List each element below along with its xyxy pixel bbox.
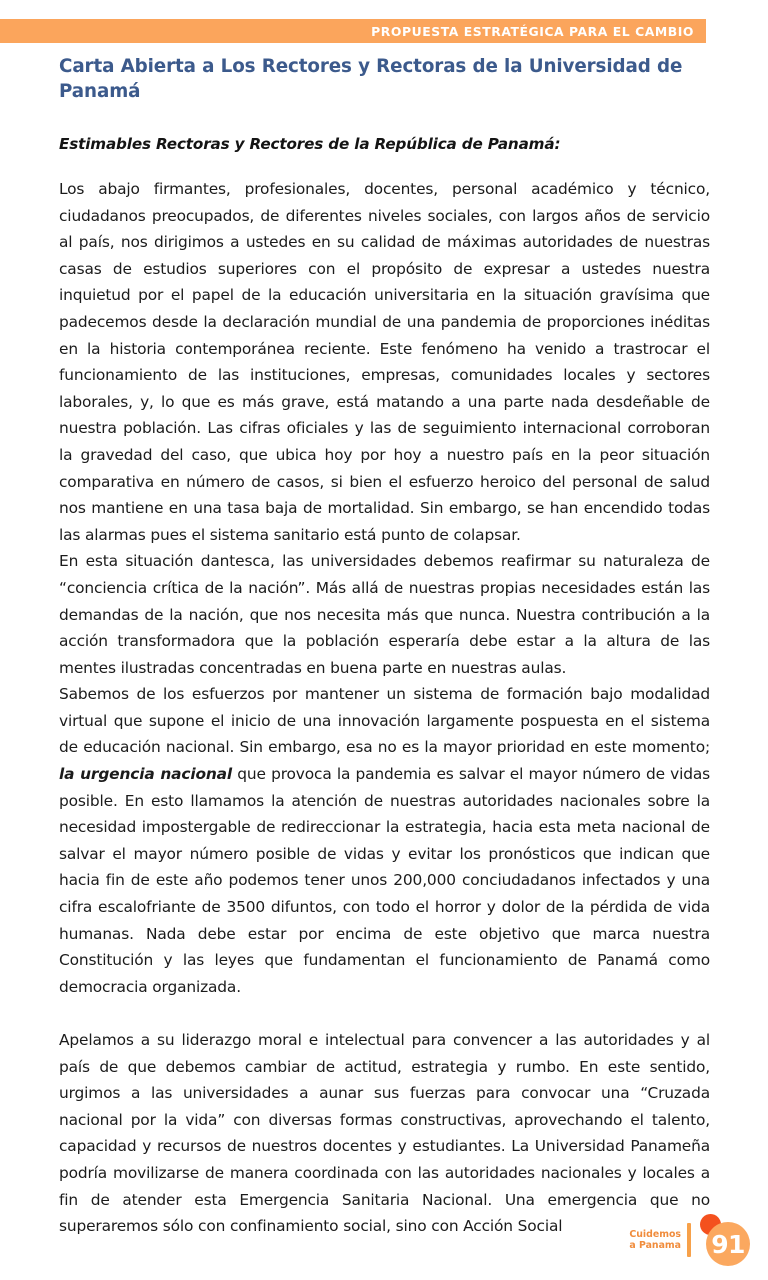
footer-brand-line-2: a Panama: [629, 1240, 681, 1251]
paragraph-3-lead: Sabemos de los esfuerzos por mantener un sistema de formación bajo modalidad virtual que supone el inicio de una innovación largamente pospuesta en el sistema de educación nacional. Sin embargo, esa no es la mayor prioridad en este momento;: [59, 685, 710, 757]
paragraph-3-tail: que provoca la pandemia es salvar el mayor número de vidas posible. En esto llamamos la atención de nuestras autoridades nacionales sobre la necesidad impostergable de redireccionar la estrategia, hacia esta meta nacional de salvar el mayor número posible de vidas y evitar los pronósticos que indican que hacia fin de este año podemos tener unos 200,000 conciudadanos infectados y una cifra escalofriante de 3500 difuntos, con todo el horror y dolor de la pérdida de vida humanas. Nada debe estar por encima de este objetivo que marca nuestra Constitución y las leyes que fundamentan el funcionamiento de Panamá como democracia organizada.: [59, 765, 711, 996]
header-banner-title: PROPUESTA ESTRATÉGICA PARA EL CAMBIO: [371, 23, 694, 39]
page-title: Carta Abierta a Los Rectores y Rectoras de la Universidad de Panamá: [59, 56, 683, 102]
paragraph-2: En esta situación dantesca, las universidades debemos reafirmar su naturaleza de “conciencia crítica de la nación”. Más allá de nuestras propias necesidades están las demandas de la nación, que nos necesita más que nunca. Nuestra contribución a la acción transformadora que la población esperaría debe estar a la altura de las mentes ilustradas concentradas en buena parte en nuestras aulas.: [59, 552, 710, 677]
body-text: [59, 176, 710, 1240]
header-banner: [0, 19, 706, 43]
badge-circle: [706, 1222, 750, 1266]
page-number-badge: [698, 1214, 750, 1266]
footer-brand-line-1: Cuidemos: [629, 1228, 681, 1240]
paragraph-3-emphasis: la urgencia nacional: [59, 765, 233, 784]
paragraph-3: [59, 681, 710, 1000]
footer-divider: [687, 1223, 691, 1257]
paragraph-4: Apelamos a su liderazgo moral e intelectual para convencer a las autoridades y al país de que debemos cambiar de actitud, estrategia y rumbo. En este sentido, urgimos a las universidades a aunar sus fuerzas para convocar una “Cruzada nacional por la vida” con diversas formas constructivas, aprovechando el talento, capacidad y recursos de nuestros docentes y estudiantes. La Universidad Panameña podría movilizarse de manera coordinada con las autoridades nacionales y locales a fin de atender esta Emergencia Sanitaria Nacional. Una emergencia que no superaremos sólo con confinamiento social, sino con Acción Social: [59, 1031, 710, 1236]
salutation: Estimables Rectoras y Rectores de la República de Panamá:: [59, 135, 561, 153]
page-content: [59, 54, 710, 1240]
page-number: 91: [711, 1229, 745, 1259]
footer-brand-logo: [629, 1229, 681, 1252]
page-footer: [629, 1213, 750, 1267]
paragraph-1: Los abajo firmantes, profesionales, docentes, personal académico y técnico, ciudadanos preocupados, de diferentes niveles sociales, con largos años de servicio al país, nos dirigimos a ustedes en su calidad de máximas autoridades de nuestras casas de estudios superiores con el propósito de expresar a ustedes nuestra inquietud por el papel de la educación universitaria en la situación gravísima que padecemos desde la declaración mundial de una pandemia de proporciones inéditas en la historia contemporánea reciente. Este fenómeno ha venido a trastrocar el funcionamiento de las instituciones, empresas, comunidades locales y sectores laborales, y, lo que es más grave, está matando a una parte nada desdeñable de nuestra población. Las cifras oficiales y las de seguimiento internacional corroboran la gravedad del caso, que ubica hoy por hoy a nuestro país en la peor situación comparativa en número de casos, si bien el esfuerzo heroico del personal de salud nos mantiene en una tasa baja de mortalidad. Sin embargo, se han encendido todas las alarmas pues el sistema sanitario está punto de colapsar.: [59, 180, 710, 544]
